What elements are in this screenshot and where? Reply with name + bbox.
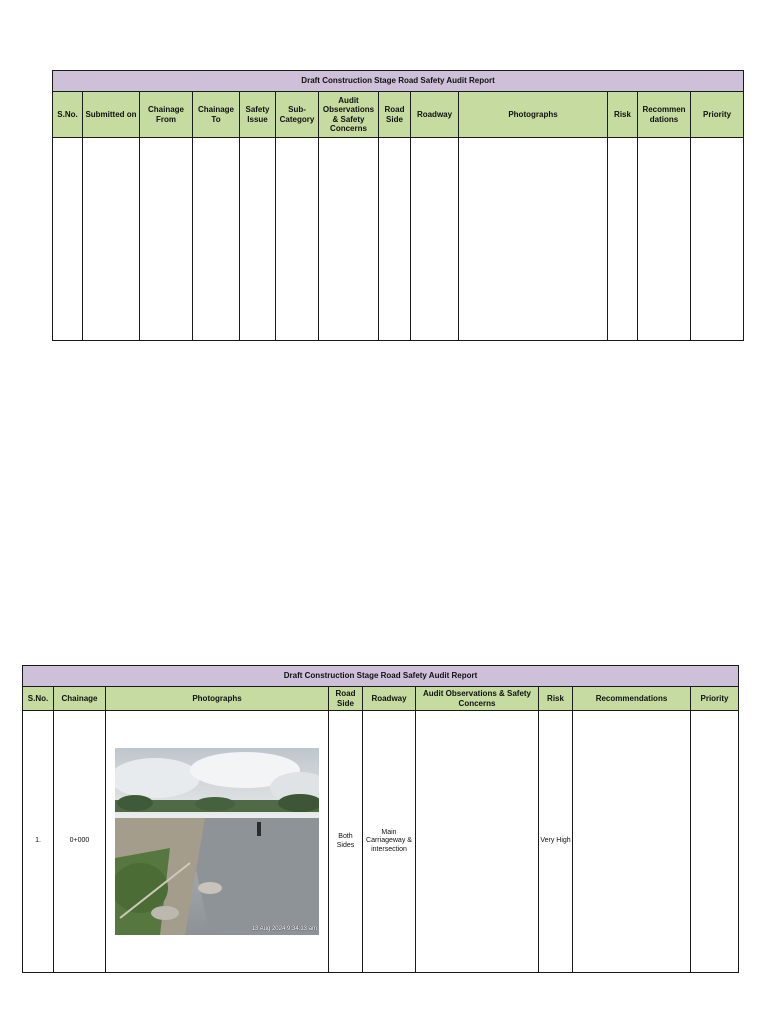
cell-empty bbox=[379, 138, 411, 341]
cell-empty bbox=[691, 138, 744, 341]
cell-empty bbox=[240, 138, 276, 341]
header-photographs: Photographs bbox=[459, 92, 608, 138]
photo-timestamp: 13 Aug 2024 9:34:13 am bbox=[251, 926, 317, 933]
cell-empty bbox=[193, 138, 240, 341]
cell-empty bbox=[459, 138, 608, 341]
header-risk: Risk bbox=[608, 92, 638, 138]
cell-empty bbox=[140, 138, 193, 341]
header-audit-observations: Audit Observations & Safety Concerns bbox=[319, 92, 379, 138]
header-priority: Priority bbox=[691, 92, 744, 138]
report-title: Draft Construction Stage Road Safety Audit Report bbox=[53, 71, 744, 92]
header-sub-category: Sub-Category bbox=[276, 92, 319, 138]
header-photographs: Photographs bbox=[106, 687, 329, 711]
cell-priority bbox=[691, 711, 739, 973]
cell-observations bbox=[416, 711, 539, 973]
cell-empty bbox=[411, 138, 459, 341]
header-recommendations: Recommen dations bbox=[638, 92, 691, 138]
cell-empty bbox=[608, 138, 638, 341]
audit-report-table-empty bbox=[52, 70, 744, 341]
cell-recommendations bbox=[573, 711, 691, 973]
header-submitted-on: Submitted on bbox=[83, 92, 140, 138]
cell-risk: Very High bbox=[539, 711, 573, 973]
header-risk: Risk bbox=[539, 687, 573, 711]
header-audit-observations: Audit Observations & Safety Concerns bbox=[416, 687, 539, 711]
header-sno: S.No. bbox=[23, 687, 54, 711]
header-sno: S.No. bbox=[53, 92, 83, 138]
header-chainage-to: Chainage To bbox=[193, 92, 240, 138]
header-road-side: Road Side bbox=[379, 92, 411, 138]
cell-empty bbox=[83, 138, 140, 341]
cell-empty bbox=[276, 138, 319, 341]
cell-chainage: 0+000 bbox=[54, 711, 106, 973]
audit-report-table-filled bbox=[22, 665, 739, 973]
header-safety-issue: Safety Issue bbox=[240, 92, 276, 138]
cell-empty bbox=[638, 138, 691, 341]
header-roadway: Roadway bbox=[363, 687, 416, 711]
header-recommendations: Recommendations bbox=[573, 687, 691, 711]
cell-roadway: Main Carriageway & intersection bbox=[363, 711, 416, 973]
site-photo bbox=[115, 748, 319, 935]
cell-sno: 1. bbox=[23, 711, 54, 973]
header-roadway: Roadway bbox=[411, 92, 459, 138]
cell-empty bbox=[53, 138, 83, 341]
cell-photograph bbox=[106, 711, 329, 973]
report-title: Draft Construction Stage Road Safety Audit Report bbox=[23, 666, 739, 687]
table-row bbox=[23, 711, 739, 973]
header-chainage-from: Chainage From bbox=[140, 92, 193, 138]
header-priority: Priority bbox=[691, 687, 739, 711]
cell-empty bbox=[319, 138, 379, 341]
table-row bbox=[53, 138, 744, 341]
header-road-side: Road Side bbox=[329, 687, 363, 711]
header-chainage: Chainage bbox=[54, 687, 106, 711]
cell-road-side: Both Sides bbox=[329, 711, 363, 973]
